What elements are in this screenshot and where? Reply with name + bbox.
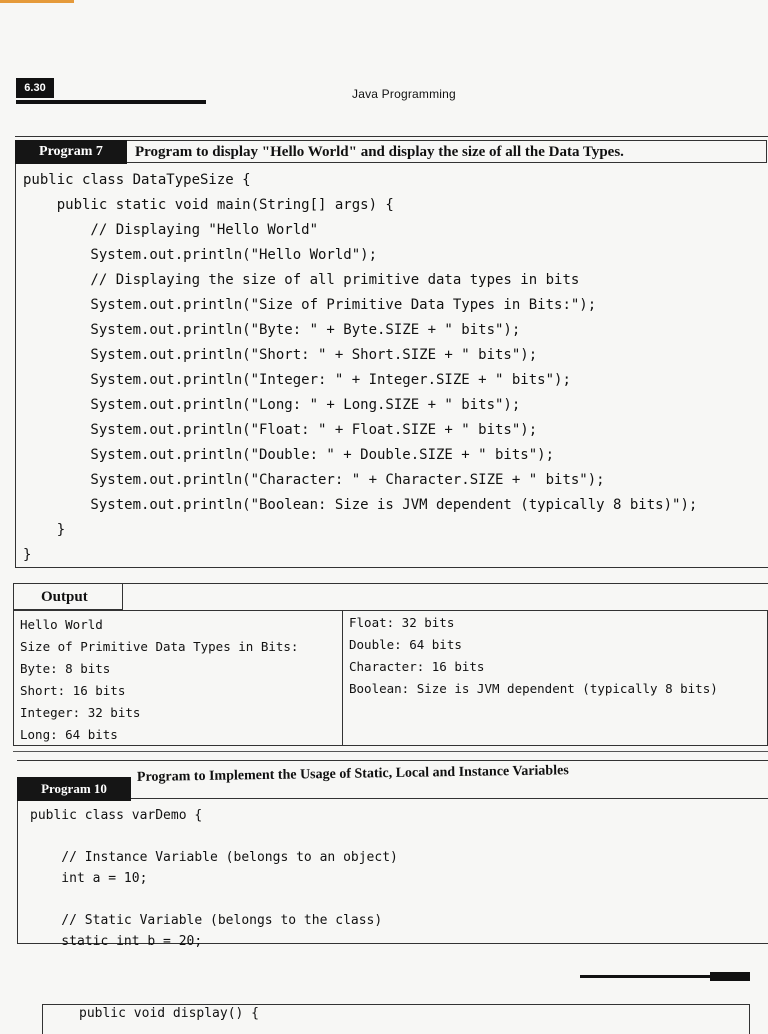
- program-7-top-rule: [15, 136, 768, 137]
- page-header: [16, 78, 768, 108]
- program-7-title: Program to display "Hello World" and display the size of all the Data Types.: [127, 140, 767, 163]
- next-page-code: public void display() {: [79, 1006, 260, 1021]
- output-box: [13, 610, 768, 746]
- output-right-column: Float: 32 bits Double: 64 bits Character: 16 bits Boolean: Size is JVM dependent (typically 8 bits): [349, 615, 718, 696]
- program-7-code-box: [15, 164, 768, 568]
- output-bottom-rule: [13, 751, 768, 752]
- page-bottom-bar: [580, 972, 750, 981]
- output-column-divider: [342, 611, 343, 745]
- program-7-listing: [15, 136, 768, 570]
- page-corner-mark: [0, 0, 74, 3]
- header-rule: [16, 100, 206, 104]
- output-top-rule: [123, 583, 768, 584]
- program-10-code: public class varDemo { // Instance Variable (belongs to an object) int a = 10; // Static Variable (belongs to the class) static int b = 20;: [30, 808, 398, 949]
- next-page-code-box: [42, 1004, 750, 1034]
- program-10-listing: [17, 760, 768, 950]
- output-section: [13, 583, 768, 747]
- program-10-title-rule: [131, 798, 768, 799]
- running-title: Java Programming: [352, 87, 456, 101]
- program-7-code: public class DataTypeSize { public static void main(String[] args) { // Displaying "Hello World" System.out.println("Hello World"); // Displaying the size of all primitive data types in bits System.out.println("Size of Primitive Data Types in Bits:"); System.out.println("Byte: " + Byte.SIZE + " bits"); System.out.println("Short: " + Short.SIZE + " bits"); System.out.println("Integer: " + Integer.SIZE + " bits"); System.out.println("Long: " + Long.SIZE + " bits"); System.out.println("Float: " + Float.SIZE + " bits"); System.out.println("Double: " + Double.SIZE + " bits"); System.out.println("Character: " + Character.SIZE + " bits"); System.out.println("Boolean: Size is JVM dependent (typically 8 bits)"); } }: [23, 172, 698, 563]
- program-10-title: Program to Implement the Usage of Static, Local and Instance Variables: [136, 763, 569, 785]
- program-10-top-rule: [17, 760, 768, 761]
- program-7-label: Program 7: [15, 140, 127, 164]
- program-10-label: Program 10: [17, 777, 131, 801]
- program-10-code-box: [17, 801, 768, 949]
- output-left-column: Hello World Size of Primitive Data Types in Bits: Byte: 8 bits Short: 16 bits Integer: 32 bits Long: 64 bits: [20, 617, 299, 742]
- output-label: Output: [13, 583, 123, 610]
- page-number: 6.30: [16, 78, 54, 98]
- page-bottom-block: [710, 972, 750, 981]
